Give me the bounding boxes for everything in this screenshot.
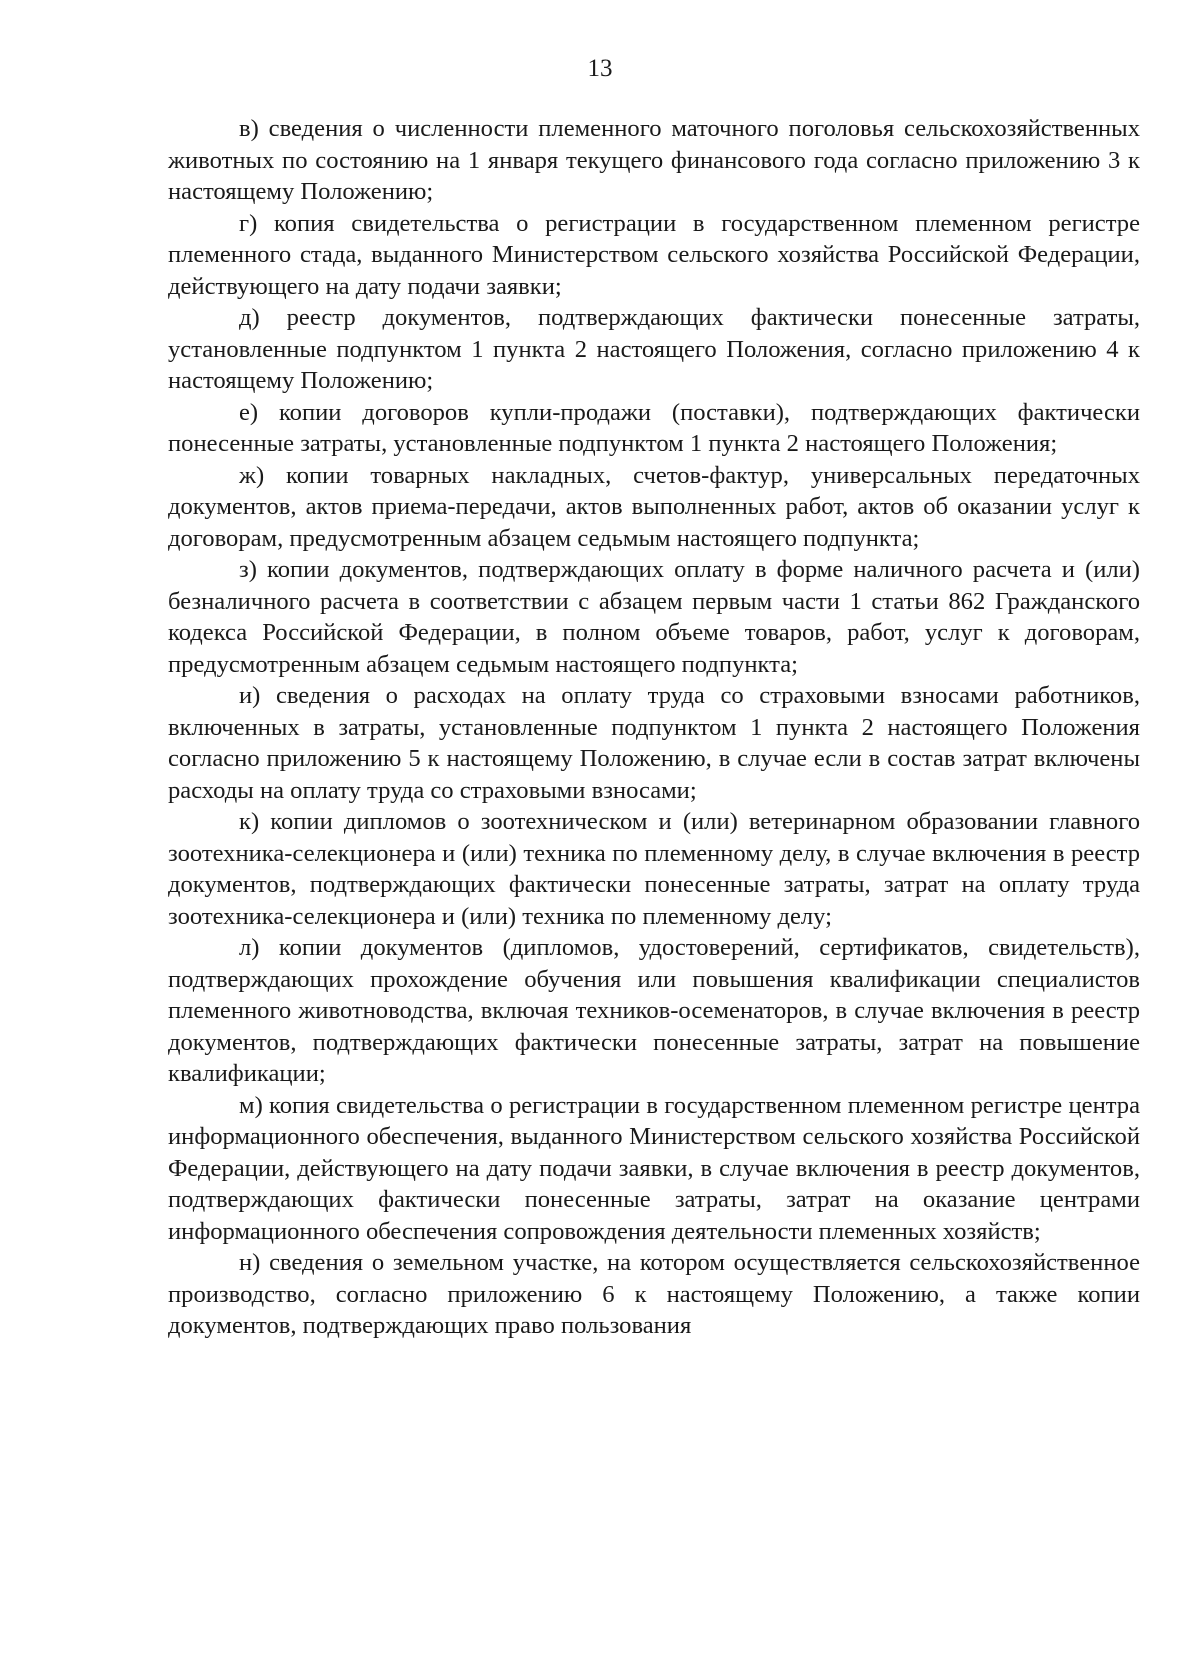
paragraph-d: д) реестр документов, подтверждающих фактически понесенные затраты, установленные подпунктом 1 пункта 2 настоящего Положения, согласно приложению 4 к настоящему Положению; xyxy=(168,304,1140,394)
page-number: 13 xyxy=(587,55,613,82)
paragraph-e: е) копии договоров купли-продажи (поставки), подтверждающих фактически понесенные затраты, установленные подпунктом 1 пункта 2 настоящего Положения; xyxy=(168,398,1140,457)
paragraph-m: м) копия свидетельства о регистрации в государственном племенном регистре центра информационного обеспечения, выданного Министерством сельского хозяйства Российской Федерации, действующего на дату подачи заявки, в случае включения в реестр документов, подтверждающих фактически понесенные затраты, затрат на оказание центрами информационного обеспечения сопровождения деятельности племенных хозяйств; xyxy=(168,1091,1140,1245)
paragraph-v: в) сведения о численности племенного маточного поголовья сельскохозяйственных животных по состоянию на 1 января текущего финансового года согласно приложению 3 к настоящему Положению; xyxy=(168,115,1140,205)
paragraph-zh: ж) копии товарных накладных, счетов-фактур, универсальных передаточных документов, актов приема-передачи, актов выполненных работ, актов об оказании услуг к договорам, предусмотренным абзацем седьмым настоящего подпункта; xyxy=(168,461,1140,552)
document-body xyxy=(168,113,1140,1342)
paragraph-n: н) сведения о земельном участке, на котором осуществляется сельскохозяйственное производство, согласно приложению 6 к настоящему Положению, а также копии документов, подтверждающих право пользования xyxy=(168,1249,1140,1339)
paragraph-i: и) сведения о расходах на оплату труда со страховыми взносами работников, включенных в затраты, установленные подпунктом 1 пункта 2 настоящего Положения согласно приложению 5 к настоящему Положению, в случае если в состав затрат включены расходы на оплату труда со страховыми взносами; xyxy=(168,682,1140,804)
paragraph-l: л) копии документов (дипломов, удостоверений, сертификатов, свидетельств), подтверждающих прохождение обучения или повышения квалификации специалистов племенного животноводства, включая техников-осеменаторов, в случае включения в реестр документов, подтверждающих фактически понесенные затраты, затрат на повышение квалификации; xyxy=(168,934,1140,1087)
paragraph-z: з) копии документов, подтверждающих оплату в форме наличного расчета и (или) безналичного расчета в соответствии с абзацем первым части 1 статьи 862 Гражданского кодекса Российской Федерации, в полном объеме товаров, работ, услуг к договорам, предусмотренным абзацем седьмым настоящего подпункта; xyxy=(168,556,1140,678)
paragraph-k: к) копии дипломов о зоотехническом и (или) ветеринарном образовании главного зоотехника-селекционера и (или) техника по племенному делу, в случае включения в реестр документов, подтверждающих фактически понесенные затраты, затрат на оплату труда зоотехника-селекционера и (или) техника по племенному делу; xyxy=(168,808,1140,930)
paragraph-g: г) копия свидетельства о регистрации в государственном племенном регистре племенного стада, выданного Министерством сельского хозяйства Российской Федерации, действующего на дату подачи заявки; xyxy=(168,209,1140,300)
